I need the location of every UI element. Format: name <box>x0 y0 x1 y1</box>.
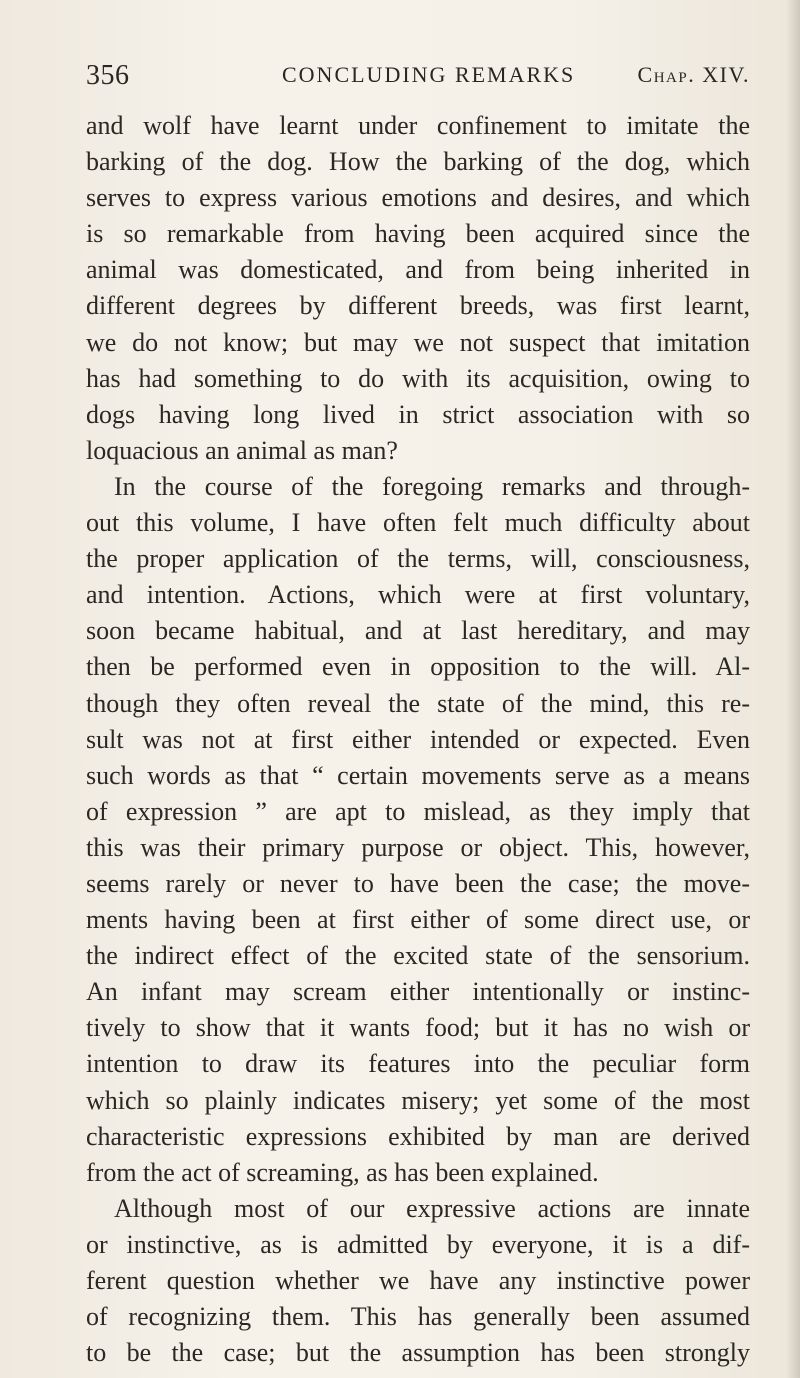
text-line: and intention. Actions, which were at first voluntary, <box>86 580 750 610</box>
text-line: though they often reveal the state of the mind, this re- <box>86 688 750 718</box>
text-line: loquacious an animal as man? <box>86 435 398 465</box>
text-line: serves to express various emotions and desires, and which <box>86 183 750 213</box>
text-line: ferent question whether we have any instinctive power <box>86 1266 750 1295</box>
text-line: is so remarkable from having been acquired since the <box>86 219 750 249</box>
text-line: or instinctive, as is admitted by everyone, it is a dif- <box>86 1229 750 1259</box>
running-title: CONCLUDING REMARKS <box>282 62 576 87</box>
text-line: which so plainly indicates misery; yet some of the most <box>86 1085 750 1115</box>
text-line: of recognizing them. This has generally been assumed <box>86 1302 750 1332</box>
text-line: this was their primary purpose or object. This, however, <box>86 832 750 862</box>
page-number: 356 <box>86 60 130 91</box>
text-line: different degrees by different breeds, was first learnt, <box>86 291 750 321</box>
text-line: ments having been at first either of some direct use, or <box>86 905 750 935</box>
text-line: tively to show that it wants food; but it has no wish or <box>86 1013 750 1043</box>
text-line: then be performed even in opposition to the will. Al- <box>86 652 750 682</box>
text-line: intention to draw its features into the peculiar form <box>86 1049 750 1079</box>
text-line: and wolf have learnt under confinement to imitate the <box>86 111 750 140</box>
text-line: barking of the dog. How the barking of the dog, which <box>86 147 750 177</box>
running-header <box>86 54 750 104</box>
text-line: from the act of screaming, as has been explained. <box>86 1157 599 1187</box>
text-line: Although most of our expressive actions are innate <box>114 1193 750 1223</box>
text-line: has had something to do with its acquisition, owing to <box>86 363 750 393</box>
text-line: soon became habitual, and at last hereditary, and may <box>86 616 750 646</box>
text-line: we do not know; but may we not suspect that imitation <box>86 327 750 357</box>
text-line: sult was not at first either intended or expected. Even <box>86 724 750 754</box>
text-line: out this volume, I have often felt much difficulty about <box>86 508 750 538</box>
text-line: dogs having long lived in strict association with so <box>86 399 750 429</box>
text-line: the indirect effect of the excited state of the sensorium. <box>86 941 750 971</box>
text-line: An infant may scream either intentionally or instinc- <box>86 977 750 1007</box>
text-line: characteristic expressions exhibited by man are derived <box>86 1121 750 1151</box>
chapter-label: Chap. XIV. <box>637 62 750 87</box>
text-line: animal was domesticated, and from being inherited in <box>86 255 750 285</box>
text-line: of expression ” are apt to mislead, as they imply that <box>86 796 750 826</box>
text-line: such words as that “ certain movements serve as a means <box>86 760 750 790</box>
text-line: seems rarely or never to have been the case; the move- <box>86 868 750 898</box>
page-edge-shadow <box>786 0 800 1378</box>
text-line: the proper application of the terms, will, consciousness, <box>86 544 750 574</box>
text-line: In the course of the foregoing remarks and through- <box>114 471 750 501</box>
text-line: to be the case; but the assumption has been strongly <box>86 1338 750 1368</box>
body-text <box>86 108 750 1371</box>
